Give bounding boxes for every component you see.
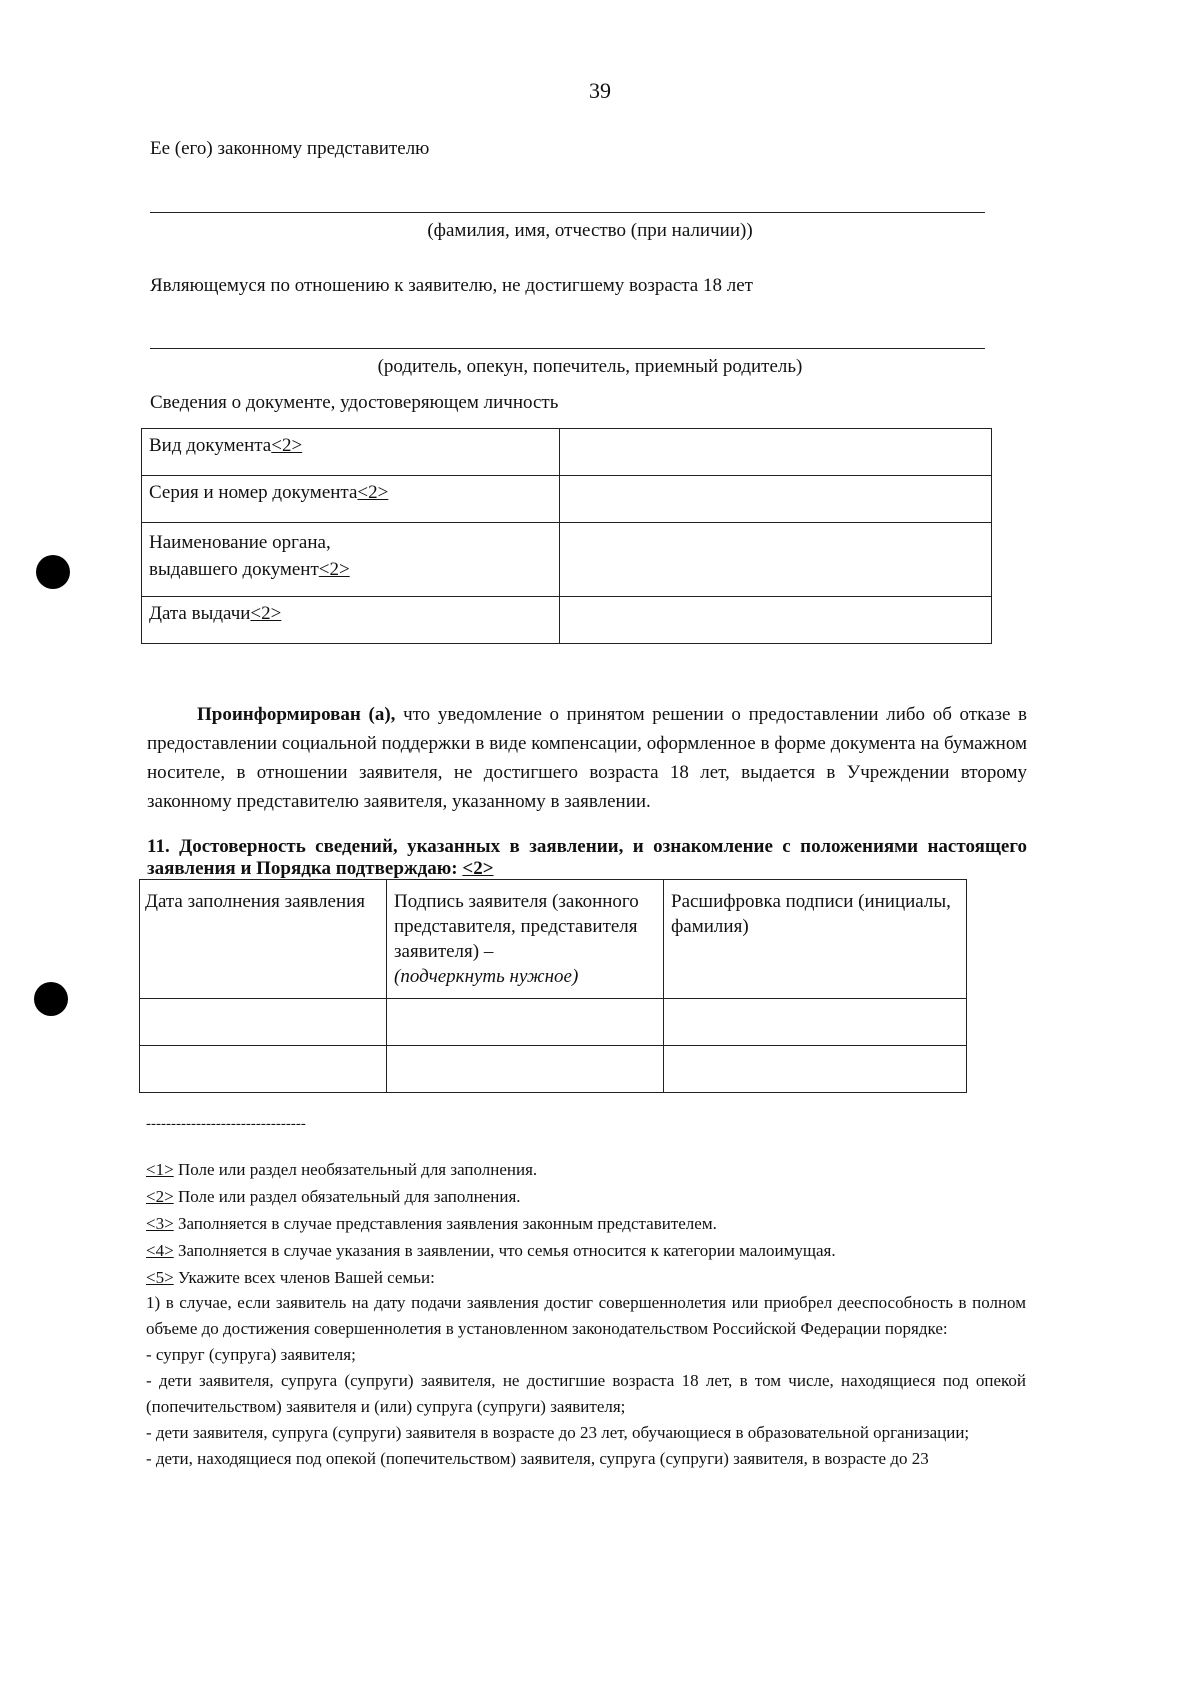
section-title-text: 11. Достоверность сведений, указанных в заявлении, и ознакомление с положениями настоящего заявления и Порядка подтверждаю:	[147, 836, 1027, 879]
identity-value-cell[interactable]	[560, 597, 992, 644]
footnote-ref[interactable]: <2>	[357, 482, 389, 503]
footnotes	[146, 1156, 1036, 1291]
punch-hole	[36, 555, 70, 589]
identity-label	[142, 597, 560, 644]
punch-hole	[34, 982, 68, 1016]
representative-name-line[interactable]	[150, 212, 985, 213]
footnote	[146, 1264, 1036, 1291]
footnote-ref: <3>	[146, 1214, 174, 1233]
identity-label	[142, 523, 560, 597]
informed-text: что уведомление о принятом решении о предоставлении либо об отказе в предоставлении социальной поддержки в виде компенсации, оформленное в форме документа на бумажном носителе, в отношении заявителя, не достигшего возраста 18 лет, выдается в Учреждении второму законному представителю заявителя, указанному в заявлении.	[147, 704, 1028, 812]
label-text: Серия и номер документа	[149, 482, 358, 503]
footnote-text: Укажите всех членов Вашей семьи:	[173, 1268, 435, 1287]
identity-value-cell[interactable]	[560, 476, 992, 523]
footnote-ref[interactable]: <2>	[318, 559, 350, 580]
identity-row	[142, 523, 992, 597]
footnote-ref[interactable]: <2>	[250, 603, 282, 624]
footnote-text: Поле или раздел обязательный для заполнения.	[173, 1187, 521, 1206]
identity-value-cell[interactable]	[560, 523, 992, 597]
decode-cell[interactable]	[664, 1046, 967, 1093]
family-item: - супруг (супруга) заявителя;	[146, 1345, 356, 1364]
identity-table	[141, 428, 992, 644]
footnote	[146, 1156, 1036, 1183]
footnote-ref: <2>	[146, 1187, 174, 1206]
decode-cell[interactable]	[664, 999, 967, 1046]
signature-note: (подчеркнуть нужное)	[394, 966, 579, 987]
informed-bold: Проинформирован (а),	[197, 704, 396, 725]
footnote-separator: --------------------------------	[146, 1116, 306, 1132]
footnote-text: Заполняется в случае указания в заявлении, что семья относится к категории малоимущая.	[173, 1241, 836, 1260]
name-caption: (фамилия, имя, отчество (при наличии))	[427, 220, 753, 241]
footnote	[146, 1210, 1036, 1237]
footnote	[146, 1237, 1036, 1264]
header-date: Дата заполнения заявления	[140, 880, 387, 999]
signature-row	[140, 1046, 967, 1093]
identity-row	[142, 597, 992, 644]
relation-line[interactable]	[150, 348, 985, 349]
signature-cell[interactable]	[387, 1046, 664, 1093]
header-signature	[387, 880, 664, 999]
label-text: Наименование органа, выдавшего документ	[149, 532, 331, 580]
date-cell[interactable]	[140, 1046, 387, 1093]
header-decode: Расшифровка подписи (инициалы, фамилия)	[664, 880, 967, 999]
footnote-ref: <4>	[146, 1241, 174, 1260]
signature-header-row	[140, 880, 967, 999]
family-item: - дети заявителя, супруга (супруги) заявителя, не достигшие возраста 18 лет, в том числе, находящиеся под опекой (попечительством) заявителя и (или) супруга (супруги) заявителя;	[146, 1371, 1026, 1416]
label-text: Дата выдачи	[149, 603, 251, 624]
footnote	[146, 1183, 1036, 1210]
footnote-ref: <5>	[146, 1268, 174, 1287]
identity-label	[142, 429, 560, 476]
footnote-ref[interactable]: <2>	[271, 435, 303, 456]
footnote-text: Заполняется в случае представления заявления законным представителем.	[173, 1214, 717, 1233]
page-number: 39	[589, 78, 611, 103]
footnote-text: Поле или раздел необязательный для заполнения.	[173, 1160, 538, 1179]
relation-text: Являющемуся по отношению к заявителю, не достигшему возраста 18 лет	[150, 275, 753, 296]
identity-label	[142, 476, 560, 523]
signature-row	[140, 999, 967, 1046]
date-cell[interactable]	[140, 999, 387, 1046]
label-text: Вид документа	[149, 435, 272, 456]
identity-value-cell[interactable]	[560, 429, 992, 476]
family-item: - дети, находящиеся под опекой (попечительством) заявителя, супруга (супруги) заявителя, в возрасте до 23	[146, 1449, 929, 1468]
section-11-title	[147, 836, 1027, 880]
signature-table	[139, 879, 967, 1093]
identity-row	[142, 429, 992, 476]
family-members-text	[146, 1290, 1026, 1472]
family-paragraph: 1) в случае, если заявитель на дату подачи заявления достиг совершеннолетия или приобрел дееспособность в полном объеме до достижения совершеннолетия в установленном законодательством Российской Федерации порядке:	[146, 1293, 1026, 1338]
footnote-ref: <1>	[146, 1160, 174, 1179]
family-item: - дети заявителя, супруга (супруги) заявителя в возрасте до 23 лет, обучающиеся в образовательной организации;	[146, 1423, 970, 1442]
relation-caption: (родитель, опекун, попечитель, приемный родитель)	[377, 356, 803, 377]
identity-row	[142, 476, 992, 523]
representative-heading: Ее (его) законному представителю	[150, 138, 430, 159]
informed-paragraph	[147, 700, 1027, 816]
identity-heading: Сведения о документе, удостоверяющем личность	[150, 392, 559, 413]
footnote-ref[interactable]: <2>	[462, 858, 494, 879]
signature-header-text: Подпись заявителя (законного представителя, представителя заявителя) –	[394, 891, 639, 962]
signature-cell[interactable]	[387, 999, 664, 1046]
